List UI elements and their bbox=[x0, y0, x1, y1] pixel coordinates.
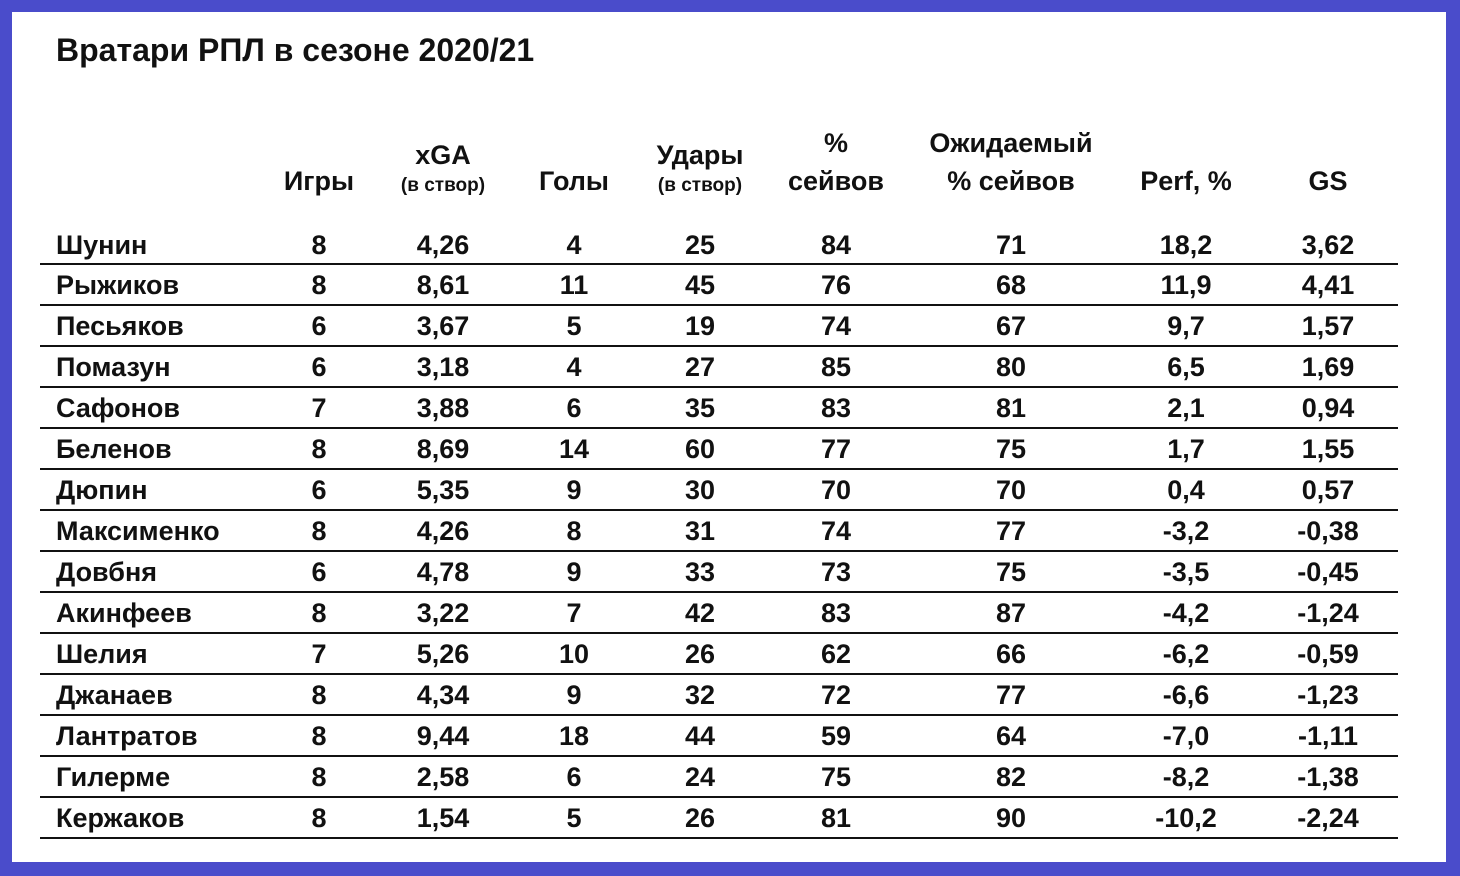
stat-cell: 11,9 bbox=[1160, 270, 1212, 300]
stat-cell: 14 bbox=[558, 434, 590, 464]
table-row bbox=[40, 429, 1398, 470]
table-row bbox=[40, 593, 1398, 634]
stat-cell: -6,2 bbox=[1162, 639, 1210, 669]
stat-cell: 0,57 bbox=[1301, 475, 1355, 505]
stat-cell: 4 bbox=[566, 352, 582, 382]
stat-cell: 60 bbox=[684, 434, 716, 464]
stat-cell: 84 bbox=[820, 230, 852, 260]
table-row bbox=[40, 265, 1398, 306]
stat-cell: 1,7 bbox=[1167, 434, 1205, 464]
player-name: Лантратов bbox=[56, 721, 198, 751]
stat-cell: 72 bbox=[820, 680, 852, 710]
stat-cell: 4,26 bbox=[416, 230, 470, 260]
stat-cell: 33 bbox=[684, 557, 716, 587]
stat-cell: 8 bbox=[311, 721, 327, 751]
stat-cell: 7 bbox=[311, 639, 327, 669]
stat-cell: 74 bbox=[820, 516, 852, 546]
stat-cell: 5 bbox=[566, 311, 582, 341]
table-body bbox=[40, 225, 1398, 839]
stat-cell: 1,55 bbox=[1301, 434, 1355, 464]
column-header bbox=[657, 110, 744, 200]
stat-cell: 9,44 bbox=[416, 721, 470, 751]
stat-cell: 4,41 bbox=[1301, 270, 1355, 300]
stat-cell: 9,7 bbox=[1167, 311, 1205, 341]
column-header-label: xGA bbox=[415, 140, 471, 170]
column-header bbox=[284, 110, 354, 200]
stat-cell: 8 bbox=[311, 762, 327, 792]
stat-cell: 19 bbox=[684, 311, 716, 341]
player-name: Помазун bbox=[56, 352, 171, 382]
stat-cell: 70 bbox=[820, 475, 852, 505]
stat-cell: 18 bbox=[558, 721, 590, 751]
stat-cell: 4 bbox=[566, 230, 582, 260]
stat-cell: 2,1 bbox=[1167, 393, 1205, 423]
stat-cell: 0,94 bbox=[1301, 393, 1355, 423]
stat-cell: 25 bbox=[684, 230, 716, 260]
stat-cell: -1,24 bbox=[1297, 598, 1359, 628]
stat-cell: 8 bbox=[311, 598, 327, 628]
stat-cell: 10 bbox=[558, 639, 590, 669]
stat-cell: -1,23 bbox=[1297, 680, 1359, 710]
stat-cell: 8 bbox=[311, 516, 327, 546]
stat-cell: 42 bbox=[684, 598, 716, 628]
column-header bbox=[401, 110, 485, 200]
table-row bbox=[40, 757, 1398, 798]
stat-cell: 6,5 bbox=[1167, 352, 1205, 382]
column-header-sublabel: (в створ) bbox=[657, 175, 743, 196]
stat-cell: 18,2 bbox=[1159, 230, 1213, 260]
stat-cell: 24 bbox=[684, 762, 716, 792]
player-name: Беленов bbox=[56, 434, 172, 464]
stat-cell: 59 bbox=[820, 721, 852, 751]
stat-cell: 44 bbox=[684, 721, 716, 751]
player-name: Максименко bbox=[56, 516, 220, 546]
stat-cell: 74 bbox=[820, 311, 852, 341]
stat-cell: 5,35 bbox=[416, 475, 470, 505]
stat-cell: 11 bbox=[559, 270, 589, 300]
table-row bbox=[40, 552, 1398, 593]
page-title: Вратари РПЛ в сезоне 2020/21 bbox=[56, 32, 535, 68]
table-row bbox=[40, 388, 1398, 429]
stat-cell: 3,22 bbox=[416, 598, 470, 628]
stat-cell: 8 bbox=[566, 516, 582, 546]
table-row bbox=[40, 511, 1398, 552]
stat-cell: 85 bbox=[820, 352, 852, 382]
player-name: Сафонов bbox=[56, 393, 181, 423]
stat-cell: 5 bbox=[566, 803, 582, 833]
table-row bbox=[40, 675, 1398, 716]
stat-cell: 76 bbox=[820, 270, 852, 300]
stat-cell: 8 bbox=[311, 270, 327, 300]
table-row bbox=[40, 798, 1398, 839]
stat-cell: 1,54 bbox=[416, 803, 470, 833]
player-name: Рыжиков bbox=[56, 270, 180, 300]
player-name: Гилерме bbox=[56, 762, 171, 792]
stat-cell: -1,11 bbox=[1297, 721, 1359, 751]
player-name: Кержаков bbox=[56, 803, 185, 833]
table-row bbox=[40, 470, 1398, 511]
stat-cell: 9 bbox=[566, 680, 582, 710]
player-name: Шунин bbox=[56, 230, 148, 260]
stat-cell: 6 bbox=[311, 475, 327, 505]
stat-cell: 77 bbox=[995, 516, 1027, 546]
stat-cell: 6 bbox=[566, 393, 582, 423]
stat-cell: 9 bbox=[566, 557, 582, 587]
table-row bbox=[40, 347, 1398, 388]
stat-cell: 68 bbox=[995, 270, 1027, 300]
stat-cell: -0,59 bbox=[1297, 639, 1359, 669]
stat-cell: 75 bbox=[820, 762, 852, 792]
column-header-label: % сейвов bbox=[947, 166, 1075, 196]
stat-cell: 3,67 bbox=[416, 311, 470, 341]
column-header-label: % bbox=[823, 128, 848, 158]
stat-cell: 6 bbox=[311, 557, 327, 587]
stat-cell: 8 bbox=[311, 434, 327, 464]
stat-cell: 66 bbox=[995, 639, 1027, 669]
table-row bbox=[40, 306, 1398, 347]
player-name: Шелия bbox=[56, 639, 148, 669]
stat-cell: -8,2 bbox=[1162, 762, 1210, 792]
stat-cell: 4,34 bbox=[416, 680, 470, 710]
player-name: Акинфеев bbox=[56, 598, 192, 628]
column-header bbox=[788, 110, 884, 200]
column-header bbox=[539, 110, 609, 200]
table-row bbox=[40, 225, 1398, 265]
stat-cell: 27 bbox=[684, 352, 716, 382]
stat-cell: 4,26 bbox=[416, 516, 470, 546]
stat-cell: 70 bbox=[995, 475, 1027, 505]
stat-cell: 75 bbox=[995, 434, 1027, 464]
stat-cell: 8 bbox=[311, 230, 327, 260]
stat-cell: -4,2 bbox=[1162, 598, 1210, 628]
stat-cell: 64 bbox=[995, 721, 1027, 751]
stat-cell: 80 bbox=[995, 352, 1027, 382]
table-row bbox=[40, 716, 1398, 757]
column-header bbox=[929, 110, 1092, 200]
stat-cell: 3,62 bbox=[1301, 230, 1355, 260]
stat-cell: 2,58 bbox=[416, 762, 470, 792]
player-name: Дюпин bbox=[56, 475, 148, 505]
column-header-label: Ожидаемый bbox=[929, 128, 1093, 158]
column-header bbox=[1308, 110, 1347, 200]
column-header-sublabel: (в створ) bbox=[400, 175, 486, 196]
stat-cell: 32 bbox=[684, 680, 716, 710]
player-name: Песьяков bbox=[56, 311, 184, 341]
stat-cell: 26 bbox=[684, 803, 716, 833]
stat-cell: 31 bbox=[684, 516, 716, 546]
stat-cell: 6 bbox=[311, 352, 327, 382]
column-header bbox=[1140, 110, 1232, 200]
stat-cell: 7 bbox=[311, 393, 327, 423]
stat-cell: 7 bbox=[566, 598, 582, 628]
stat-cell: 81 bbox=[995, 393, 1027, 423]
stat-cell: 71 bbox=[995, 230, 1027, 260]
stat-cell: 8 bbox=[311, 680, 327, 710]
stat-cell: 81 bbox=[820, 803, 852, 833]
stat-cell: 67 bbox=[995, 311, 1027, 341]
stat-cell: 73 bbox=[820, 557, 852, 587]
stat-cell: 77 bbox=[820, 434, 852, 464]
stat-cell: 45 bbox=[684, 270, 716, 300]
stat-cell: 87 bbox=[995, 598, 1027, 628]
stat-cell: 5,26 bbox=[416, 639, 470, 669]
stat-cell: 8,61 bbox=[416, 270, 470, 300]
column-header-label: Perf, % bbox=[1140, 166, 1232, 196]
stat-cell: -3,5 bbox=[1162, 557, 1210, 587]
stat-cell: 6 bbox=[311, 311, 327, 341]
stat-cell: -10,2 bbox=[1155, 803, 1217, 833]
column-header-label: Игры bbox=[283, 166, 355, 196]
stat-cell: -3,2 bbox=[1162, 516, 1210, 546]
stat-cell: 9 bbox=[566, 475, 582, 505]
stat-cell: 83 bbox=[820, 393, 852, 423]
stat-cell: 3,18 bbox=[416, 352, 470, 382]
player-name: Джанаев bbox=[56, 680, 173, 710]
stat-cell: 1,57 bbox=[1301, 311, 1355, 341]
stat-cell: -1,38 bbox=[1297, 762, 1359, 792]
column-header-label: Удары bbox=[656, 140, 744, 170]
stat-cell: -0,38 bbox=[1297, 516, 1359, 546]
stat-cell: -0,45 bbox=[1297, 557, 1359, 587]
stat-cell: 83 bbox=[820, 598, 852, 628]
stat-cell: -6,6 bbox=[1162, 680, 1210, 710]
stat-cell: 1,69 bbox=[1301, 352, 1355, 382]
stat-cell: 82 bbox=[995, 762, 1027, 792]
player-name: Довбня bbox=[56, 557, 158, 587]
table-row bbox=[40, 634, 1398, 675]
stat-cell: 90 bbox=[995, 803, 1027, 833]
stat-cell: 3,88 bbox=[416, 393, 470, 423]
stat-cell: 75 bbox=[995, 557, 1027, 587]
column-header-label: Голы bbox=[539, 166, 609, 196]
stat-cell: 4,78 bbox=[416, 557, 470, 587]
stat-cell: 62 bbox=[820, 639, 852, 669]
stat-cell: 0,4 bbox=[1167, 475, 1205, 505]
column-header-label: сейвов bbox=[788, 166, 884, 196]
stat-cell: 8 bbox=[311, 803, 327, 833]
stat-cell: 8,69 bbox=[416, 434, 470, 464]
table-card bbox=[12, 12, 1446, 862]
column-header-label: GS bbox=[1308, 166, 1348, 196]
stat-cell: 6 bbox=[566, 762, 582, 792]
stat-cell: 35 bbox=[684, 393, 716, 423]
stat-cell: -7,0 bbox=[1162, 721, 1210, 751]
stat-cell: -2,24 bbox=[1297, 803, 1359, 833]
stat-cell: 77 bbox=[995, 680, 1027, 710]
stat-cell: 30 bbox=[684, 475, 716, 505]
stat-cell: 26 bbox=[684, 639, 716, 669]
